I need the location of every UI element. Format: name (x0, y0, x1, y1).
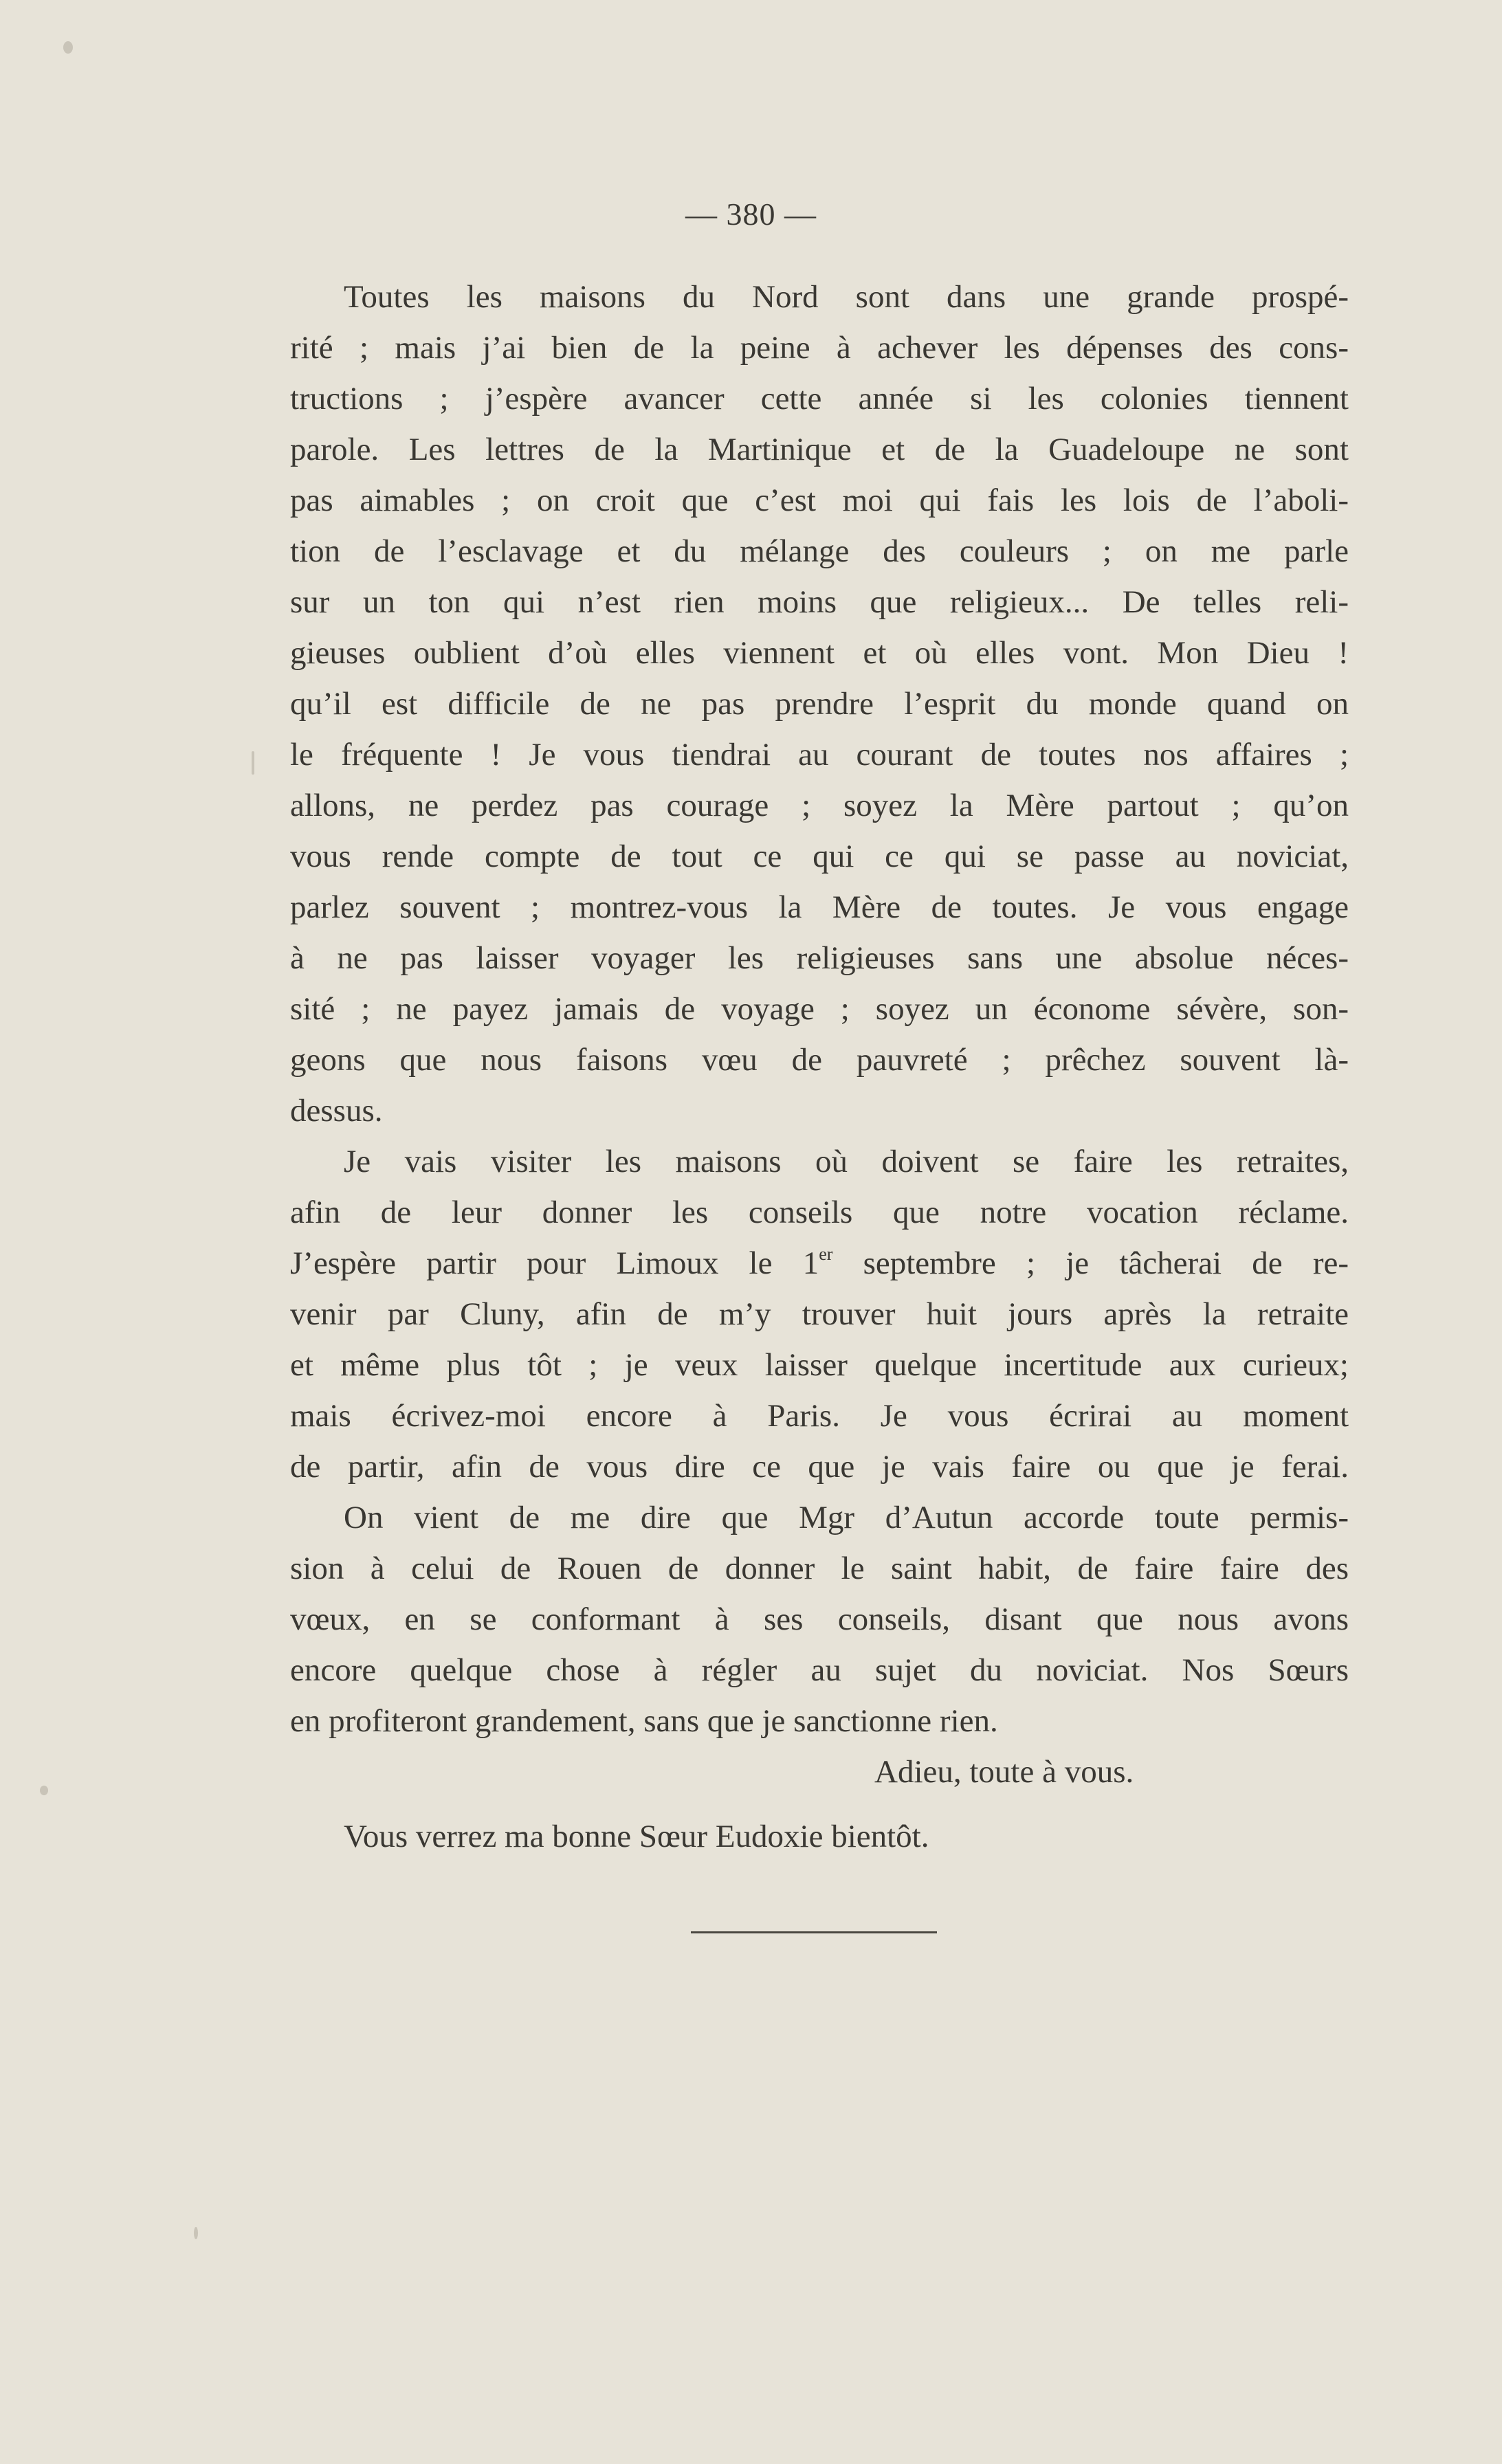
text-segment: J’espère partir pour Limoux le 1 (290, 1245, 819, 1281)
text-segment: septembre ; je tâcherai de re- (832, 1245, 1349, 1281)
text-line: parole. Les lettres de la Martinique et de la Guadeloupe ne sont (290, 432, 1349, 467)
text-line: Toutes les maisons du Nord sont dans une grande prospé- (344, 279, 1349, 315)
closing-rule (691, 1931, 937, 1933)
text-line: encore quelque chose à régler au sujet du noviciat. Nos Sœurs (290, 1652, 1349, 1688)
text-line: vœux, en se conformant à ses conseils, disant que nous avons (290, 1601, 1349, 1637)
text-line-with-superscript (290, 1238, 1349, 1289)
text-line: pas aimables ; on croit que c’est moi qui fais les lois de l’aboli- (290, 482, 1349, 518)
text-line: sion à celui de Rouen de donner le saint habit, de faire faire des (290, 1551, 1349, 1586)
page-number: — 380 — (685, 197, 817, 232)
text-line: le fréquente ! Je vous tiendrai au courant de toutes nos affaires ; (290, 737, 1349, 773)
paper-speck (40, 1786, 48, 1795)
text-line: afin de leur donner les conseils que notre vocation réclame. (290, 1195, 1349, 1230)
text-line: tion de l’esclavage et du mélange des couleurs ; on me parle (290, 533, 1349, 569)
text-line: et même plus tôt ; je veux laisser quelque incertitude aux curieux; (290, 1347, 1349, 1383)
text-line: Je vais visiter les maisons où doivent se faire les retraites, (344, 1144, 1349, 1179)
text-line: tructions ; j’espère avancer cette année si les colonies tiennent (290, 381, 1349, 417)
text-line: parlez souvent ; montrez-vous la Mère de toutes. Je vous engage (290, 889, 1349, 925)
text-line: gieuses oublient d’où elles viennent et où elles vont. Mon Dieu ! (290, 635, 1349, 671)
paper-speck (194, 2227, 198, 2239)
paper-speck (63, 41, 73, 54)
text-line: en profiteront grandement, sans que je sanctionne rien. (290, 1703, 998, 1739)
text-line: de partir, afin de vous dire ce que je vais faire ou que je ferai. (290, 1449, 1349, 1485)
text-line: qu’il est difficile de ne pas prendre l’esprit du monde quand on (290, 686, 1349, 722)
paper-speck (252, 751, 254, 775)
text-line: allons, ne perdez pas courage ; soyez la Mère partout ; qu’on (290, 788, 1349, 823)
text-line: mais écrivez-moi encore à Paris. Je vous écrirai au moment (290, 1398, 1349, 1434)
text-line: rité ; mais j’ai bien de la peine à achever les dépenses des cons- (290, 330, 1349, 366)
text-line: On vient de me dire que Mgr d’Autun accorde toute permis- (344, 1500, 1349, 1535)
letter-body (290, 271, 1349, 1862)
text-line: geons que nous faisons vœu de pauvreté ; prêchez souvent là- (290, 1042, 1349, 1078)
text-line: sur un ton qui n’est rien moins que religieux... De telles reli- (290, 584, 1349, 620)
closing-salutation: Adieu, toute à vous. (874, 1754, 1134, 1790)
text-line: dessus. (290, 1093, 383, 1129)
text-line: vous rende compte de tout ce qui ce qui se passe au noviciat, (290, 839, 1349, 874)
text-line: venir par Cluny, afin de m’y trouver huit jours après la retraite (290, 1296, 1349, 1332)
postscript: Vous verrez ma bonne Sœur Eudoxie bientôt. (344, 1819, 929, 1854)
superscript-er: er (819, 1244, 833, 1264)
text-line: à ne pas laisser voyager les religieuses sans une absolue néces- (290, 940, 1349, 976)
text-line: sité ; ne payez jamais de voyage ; soyez un économe sévère, son- (290, 991, 1349, 1027)
